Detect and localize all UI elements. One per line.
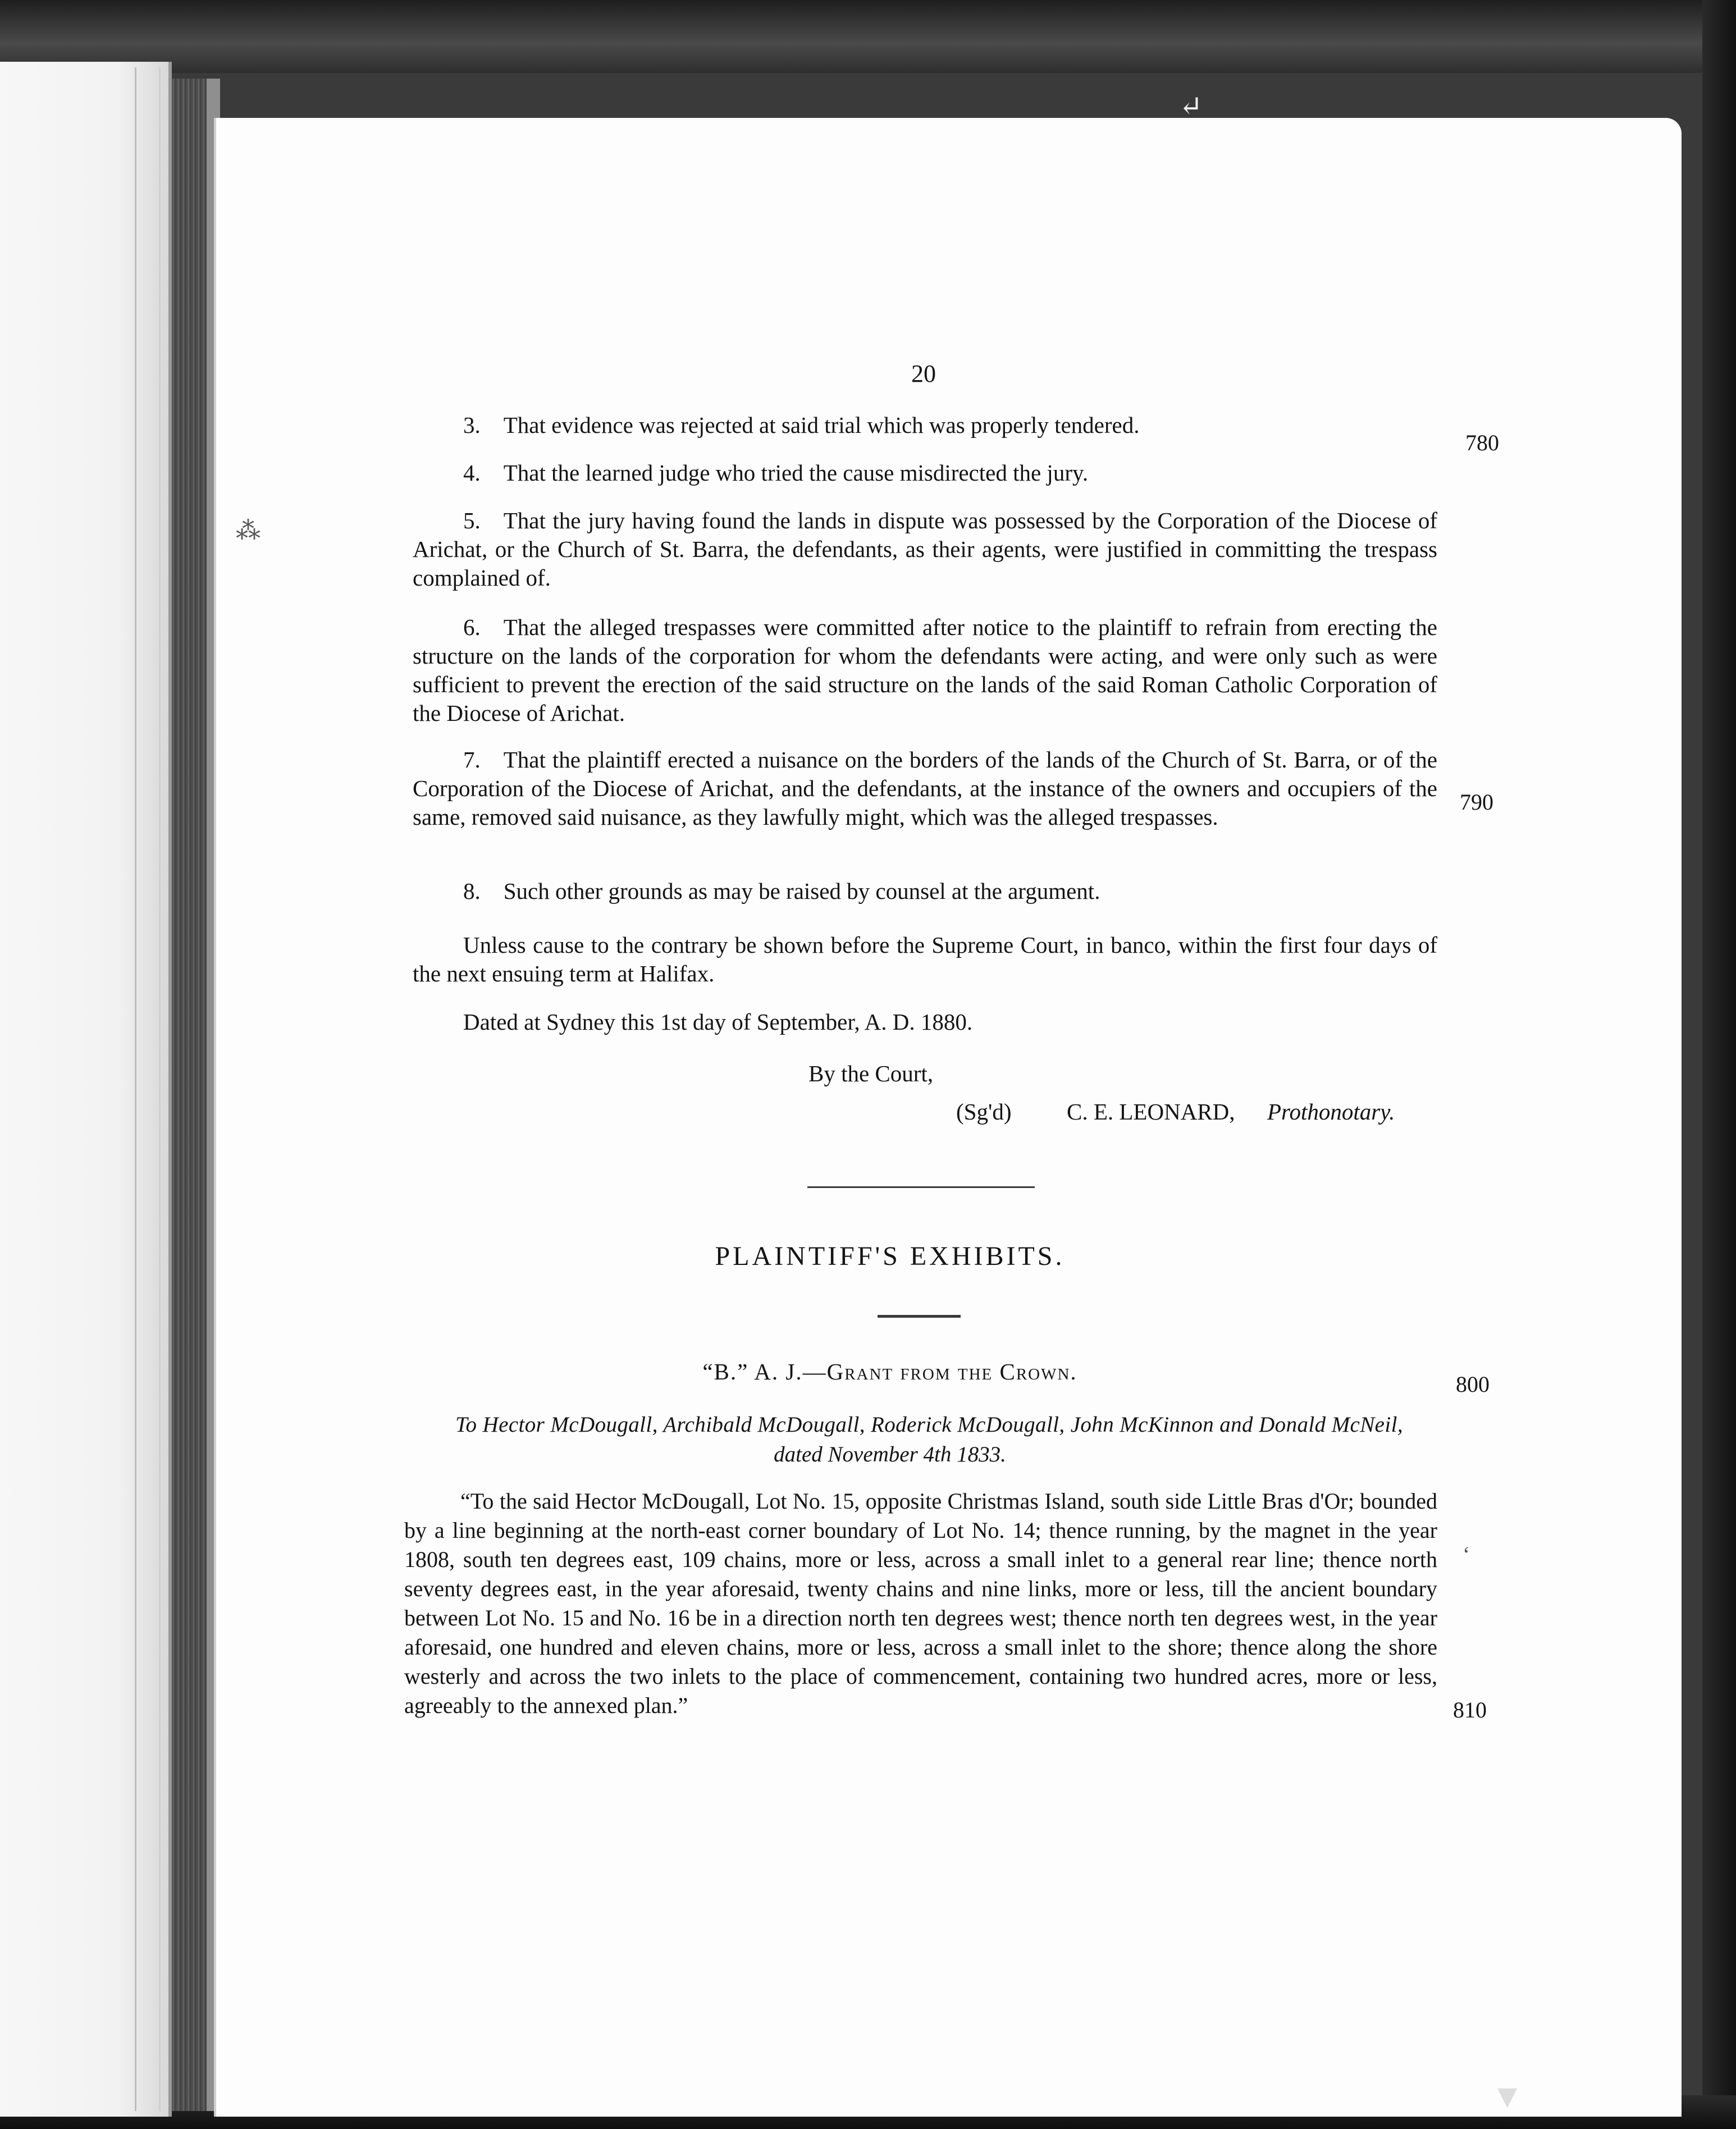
scan-speck: ‘ [1463, 1542, 1470, 1567]
line-number-810: 810 [1453, 1697, 1487, 1723]
line-number-790: 790 [1460, 789, 1493, 815]
book-binding [172, 79, 207, 2111]
exhibit-title: “B.” A. J.—Grant from the Crown. [702, 1359, 1077, 1385]
heading-underline [878, 1315, 961, 1318]
grant-description: “To the said Hector McDougall, Lot No. 15, opposite Christmas Island, south side Little Bras d'Or; bounded by a line beginning at the north-east corner boundary of Lot No. 14; thence running, by the magnet in the year 1808, south ten degrees east, 109 chains, more or less, across a small inlet to a general rear line; thence north seventy degrees east, in the year aforesaid, twenty chains and nine links, more or less, till the ancient boundary between Lot No. 15 and No. 16 be in a direction north ten degrees west; thence north ten degrees west, in the year aforesaid, one hundred and eleven chains, more or less, across a small inlet to the shore; thence along the shore westerly and across the two inlets to the place of commencement, containing two hundred acres, more or less, agreeably to the annexed plan.” [404, 1488, 1437, 1718]
exhibit-subtitle-line-1: To Hector McDougall, Archibald McDougall, Roderick McDougall, John McKinnon and Donald McNeil, [455, 1413, 1403, 1437]
section-separator [807, 1186, 1035, 1188]
exhibits-heading: PLAINTIFF'S EXHIBITS. [715, 1241, 1065, 1271]
scan-frame-top [0, 0, 1736, 73]
ground-item-8: 8. Such other grounds as may be raised by counsel at the argument. [463, 878, 1100, 904]
signature-name: C. E. LEONARD, [1067, 1099, 1235, 1125]
scan-frame-right [1702, 0, 1736, 2129]
ground-item-7: 7. That the plaintiff erected a nuisance on the borders of the lands of the Church of St. Barra, or of the Corporation of the Diocese of Arichat, and the defendants, at the instance of the owners and occupiers of the same, removed said nuisance, as they lawfully might, which was the alleged trespasses. [413, 747, 1437, 830]
facing-page-fold [135, 67, 161, 2111]
signature-sgd: (Sg'd) [956, 1099, 1012, 1125]
signature-title: Prothonotary. [1267, 1099, 1395, 1125]
scan-speck: ⁂ [236, 517, 261, 545]
document-page [216, 118, 1682, 2117]
ground-item-5: 5. That the jury having found the lands in dispute was possessed by the Corporation of the Diocese of Arichat, or the Church of St. Barra, the defendants, as their agents, were justified in committing the trespass complained of. [413, 508, 1437, 591]
line-number-800: 800 [1456, 1372, 1490, 1397]
unless-paragraph: Unless cause to the contrary be shown before the Supreme Court, in banco, within the first four days of the next ensuing term at Halifax. [413, 932, 1437, 986]
scan-speck: ▼ [1491, 2078, 1524, 2115]
ground-item-6: 6. That the alleged trespasses were committed after notice to the plaintiff to refrain from erecting the structure on the lands of the corporation for whom the defendants were acting, and were only such as were sufficient to prevent the erection of the said structure on the lands of the said Roman Catholic Corporation of the Diocese of Arichat. [413, 614, 1437, 726]
by-the-court: By the Court, [808, 1061, 934, 1086]
scan-speck: ↵ [1179, 90, 1203, 122]
dated-line: Dated at Sydney this 1st day of September, A. D. 1880. [463, 1009, 973, 1035]
ground-item-4: 4. That the learned judge who tried the cause misdirected the jury. [463, 460, 1089, 486]
exhibit-subtitle-line-2: dated November 4th 1833. [774, 1442, 1006, 1466]
ground-item-3: 3. That evidence was rejected at said trial which was properly tendered. [463, 412, 1140, 438]
page-number: 20 [911, 360, 936, 387]
line-number-780: 780 [1465, 430, 1499, 455]
